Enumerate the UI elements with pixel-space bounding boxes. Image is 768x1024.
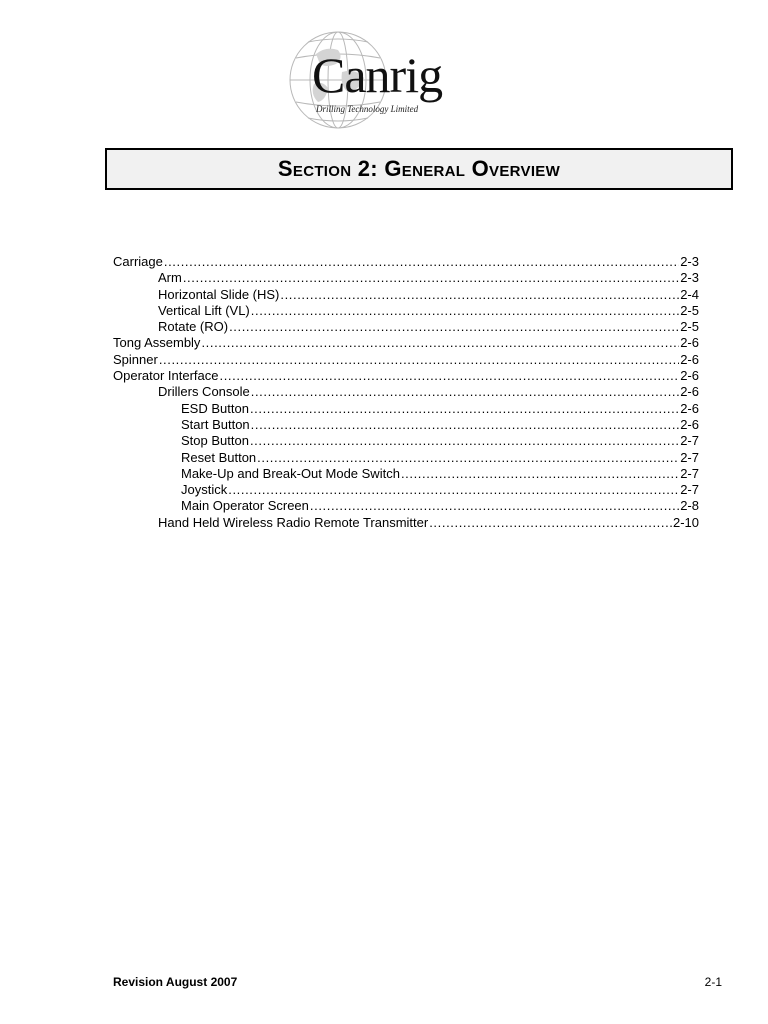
toc-dot-leader xyxy=(310,498,679,514)
toc-entry-label: Stop Button xyxy=(181,433,249,449)
toc-entry-label: Tong Assembly xyxy=(113,335,201,351)
toc-entry[interactable] xyxy=(113,417,699,433)
toc-entry-page: 2-3 xyxy=(680,254,699,269)
logo-tagline: Drilling Technology Limited xyxy=(316,104,419,114)
toc-entry[interactable] xyxy=(113,368,699,384)
toc-entry-page: 2-6 xyxy=(680,400,699,416)
toc-dot-leader xyxy=(280,287,679,303)
toc-dot-leader xyxy=(183,270,679,286)
toc-entry[interactable] xyxy=(113,335,699,351)
section-title: Section 2: General Overview xyxy=(277,156,561,181)
toc-entry[interactable] xyxy=(113,466,699,482)
toc-dot-leader xyxy=(257,450,679,466)
toc-dot-leader xyxy=(250,401,679,417)
toc-entry[interactable] xyxy=(113,270,699,286)
toc-entry-label: Make-Up and Break-Out Mode Switch xyxy=(181,465,400,481)
toc-entry[interactable] xyxy=(113,482,699,498)
toc-dot-leader xyxy=(229,319,679,335)
toc-dot-leader xyxy=(159,352,679,368)
toc-entry[interactable] xyxy=(113,515,699,531)
toc-dot-leader xyxy=(251,303,679,319)
toc-entry-label: Horizontal Slide (HS) xyxy=(158,286,280,302)
toc-entry[interactable] xyxy=(113,450,699,466)
toc-dot-leader xyxy=(429,515,672,531)
footer-page-number: 2-1 xyxy=(704,975,722,989)
toc-entry[interactable] xyxy=(113,498,699,514)
toc-entry[interactable] xyxy=(113,384,699,400)
toc-entry[interactable] xyxy=(113,319,699,335)
toc-entry[interactable] xyxy=(113,433,699,449)
toc-entry[interactable] xyxy=(113,303,699,319)
toc-entry-page: 2-7 xyxy=(680,482,699,498)
toc-entry-page: 2-5 xyxy=(680,302,699,318)
toc-entry-label: Drillers Console xyxy=(158,384,250,400)
toc-entry-label: Arm xyxy=(158,270,182,286)
toc-dot-leader xyxy=(164,254,679,270)
toc-entry-page: 2-3 xyxy=(680,270,699,286)
toc-dot-leader xyxy=(251,384,679,400)
toc-entry-label: Vertical Lift (VL) xyxy=(158,302,250,318)
toc-dot-leader xyxy=(401,466,679,482)
toc-entry[interactable] xyxy=(113,352,699,368)
toc-dot-leader xyxy=(251,417,680,433)
table-of-contents xyxy=(113,254,699,531)
toc-entry[interactable] xyxy=(113,401,699,417)
toc-entry-page: 2-6 xyxy=(680,335,699,351)
toc-dot-leader xyxy=(250,433,679,449)
section-title-box xyxy=(105,148,733,190)
toc-entry-label: Hand Held Wireless Radio Remote Transmitter xyxy=(158,514,429,530)
toc-entry-label: ESD Button xyxy=(181,400,249,416)
toc-entry-label: Joystick xyxy=(181,482,228,498)
toc-entry-page: 2-6 xyxy=(680,351,699,367)
canrig-logo xyxy=(286,28,476,132)
toc-entry-page: 2-8 xyxy=(680,498,699,514)
toc-entry-page: 2-7 xyxy=(680,433,699,449)
toc-entry-page: 2-7 xyxy=(680,465,699,481)
toc-entry-label: Main Operator Screen xyxy=(181,498,309,514)
toc-entry-page: 2-5 xyxy=(680,319,699,335)
toc-dot-leader xyxy=(220,368,680,384)
toc-entry-page: 2-4 xyxy=(680,286,699,302)
toc-entry[interactable] xyxy=(113,287,699,303)
footer-revision: Revision August 2007 xyxy=(113,975,238,989)
toc-entry-label: Spinner xyxy=(113,351,158,367)
toc-entry-label: Operator Interface xyxy=(113,368,219,384)
toc-entry-page: 2-7 xyxy=(680,449,699,465)
toc-entry-label: Carriage xyxy=(113,254,163,269)
toc-entry[interactable] xyxy=(113,254,699,270)
toc-entry-label: Rotate (RO) xyxy=(158,319,229,335)
toc-entry-page: 2-6 xyxy=(680,416,699,432)
toc-entry-page: 2-10 xyxy=(672,514,699,530)
toc-entry-page: 2-6 xyxy=(680,384,699,400)
toc-entry-label: Start Button xyxy=(181,416,250,432)
logo-wordmark: Canrig xyxy=(312,47,443,103)
toc-entry-label: Reset Button xyxy=(181,449,257,465)
toc-dot-leader xyxy=(201,335,679,351)
toc-entry-page: 2-6 xyxy=(680,368,699,384)
toc-dot-leader xyxy=(228,482,679,498)
